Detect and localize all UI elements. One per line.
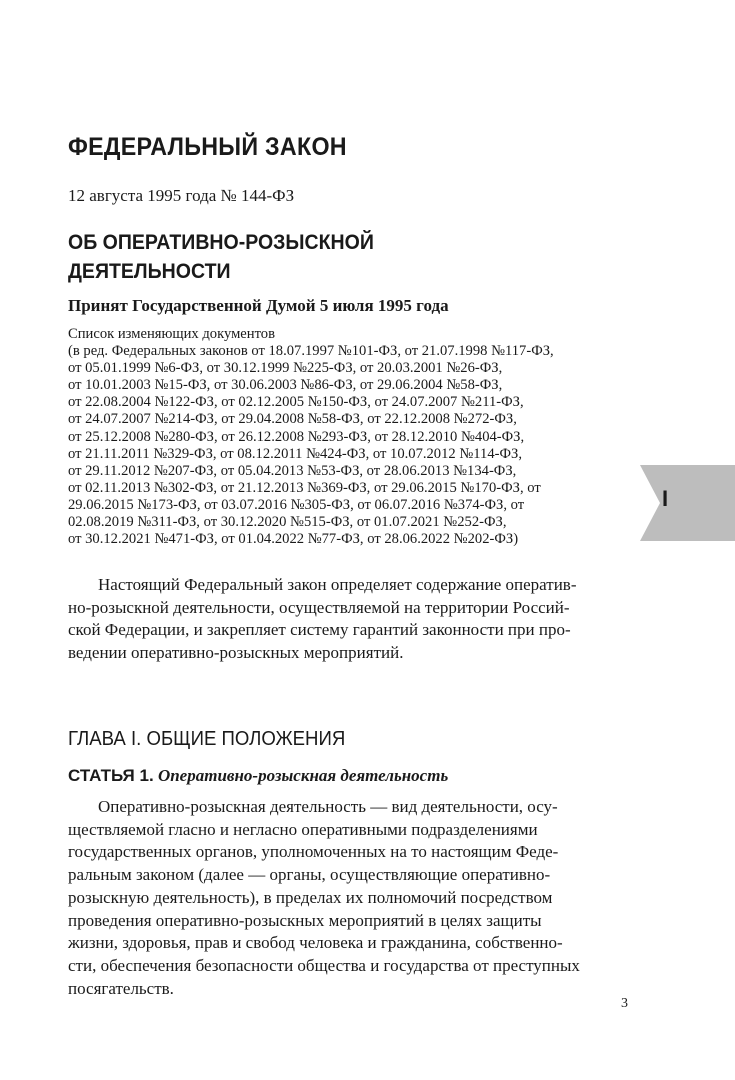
article-line: государственных органов, уполномоченных на то настоящим Феде- [68, 842, 559, 862]
article-line: жизни, здоровья, прав и свобод человека и гражданина, собственно- [68, 933, 563, 953]
law-subject-line: ОБ ОПЕРАТИВНО-РОЗЫСКНОЙ [68, 231, 374, 254]
amendments-line: от 30.12.2021 №471-ФЗ, от 01.04.2022 №77-ФЗ, от 28.06.2022 №202-ФЗ) [68, 531, 519, 548]
preamble-line: Настоящий Федеральный закон определяет содержание оператив- [98, 575, 577, 594]
law-subject-line: ДЕЯТЕЛЬНОСТИ [68, 260, 231, 283]
article-line: ществляемой гласно и негласно оперативными подразделениями [68, 819, 538, 839]
preamble-line: но-розыскной деятельности, осуществляемой на территории Россий- [68, 597, 570, 617]
amendments-line: от 05.01.1999 №6-ФЗ, от 30.12.1999 №225-ФЗ, от 20.03.2001 №26-ФЗ, [68, 360, 503, 377]
article-name: Оперативно-розыскная деятельность [157, 766, 449, 785]
law-type-title: ФЕДЕРАЛЬНЫЙ ЗАКОН [68, 133, 347, 161]
amendments-line: 29.06.2015 №173-ФЗ, от 03.07.2016 №305-ФЗ, от 06.07.2016 №374-ФЗ, от [68, 496, 525, 513]
article-line: проведения оперативно-розыскных мероприятий в целях защиты [68, 910, 542, 930]
article-body [68, 796, 634, 1000]
article-line: ральным законом (далее — органы, осуществляющие оперативно- [68, 865, 551, 885]
amendments-line: от 22.08.2004 №122-ФЗ, от 02.12.2005 №150-ФЗ, от 24.07.2007 №211-ФЗ, [68, 394, 524, 411]
article-line: сти, обеспечения безопасности общества и государства от преступных [68, 955, 580, 975]
preamble-line: ской Федерации, и закрепляет систему гарантий законности при про- [68, 620, 571, 640]
amendments-line: от 25.12.2008 №280-ФЗ, от 26.12.2008 №293-ФЗ, от 28.12.2010 №404-ФЗ, [68, 428, 525, 445]
chapter-tab-label: I [662, 486, 669, 511]
article-line: посягательств. [68, 978, 174, 998]
amendments-line: 02.08.2019 №311-ФЗ, от 30.12.2020 №515-ФЗ, от 01.07.2021 №252-ФЗ, [68, 514, 507, 531]
chapter-tab-shape [640, 465, 735, 541]
amendments-heading: Список изменяющих документов [68, 326, 275, 342]
amendments-line: от 24.07.2007 №214-ФЗ, от 29.04.2008 №58-ФЗ, от 22.12.2008 №272-ФЗ, [68, 411, 517, 428]
article-line: Оперативно-розыскная деятельность — вид деятельности, осу- [98, 797, 558, 816]
amendments-line: от 21.11.2011 №329-ФЗ, от 08.12.2011 №424-ФЗ, от 10.07.2012 №114-ФЗ, [68, 445, 522, 462]
law-subject [68, 228, 374, 286]
article-number: СТАТЬЯ 1. [68, 766, 154, 785]
preamble-paragraph [68, 574, 634, 665]
adoption-note: Принят Государственной Думой 5 июля 1995 года [68, 296, 449, 315]
article-line: розыскную деятельность), в пределах их полномочий посредством [68, 887, 553, 907]
amendments-line: от 10.01.2003 №15-ФЗ, от 30.06.2003 №86-ФЗ, от 29.06.2004 №58-ФЗ, [68, 377, 503, 394]
amendments-line: (в ред. Федеральных законов от 18.07.1997 №101-ФЗ, от 21.07.1998 №117-ФЗ, [68, 343, 554, 360]
amendments-line: от 29.11.2012 №207-ФЗ, от 05.04.2013 №53-ФЗ, от 28.06.2013 №134-ФЗ, [68, 462, 517, 479]
preamble-line: ведении оперативно-розыскных мероприятий. [68, 643, 404, 663]
law-date: 12 августа 1995 года № 144-ФЗ [68, 186, 295, 205]
chapter-tab [640, 465, 735, 541]
amendments-list [68, 326, 638, 548]
article-heading [68, 766, 448, 786]
amendments-line: от 02.11.2013 №302-ФЗ, от 21.12.2013 №369-ФЗ, от 29.06.2015 №170-ФЗ, от [68, 479, 541, 496]
page-number: 3 [621, 996, 628, 1011]
chapter-heading: ГЛАВА I. ОБЩИЕ ПОЛОЖЕНИЯ [68, 728, 346, 750]
